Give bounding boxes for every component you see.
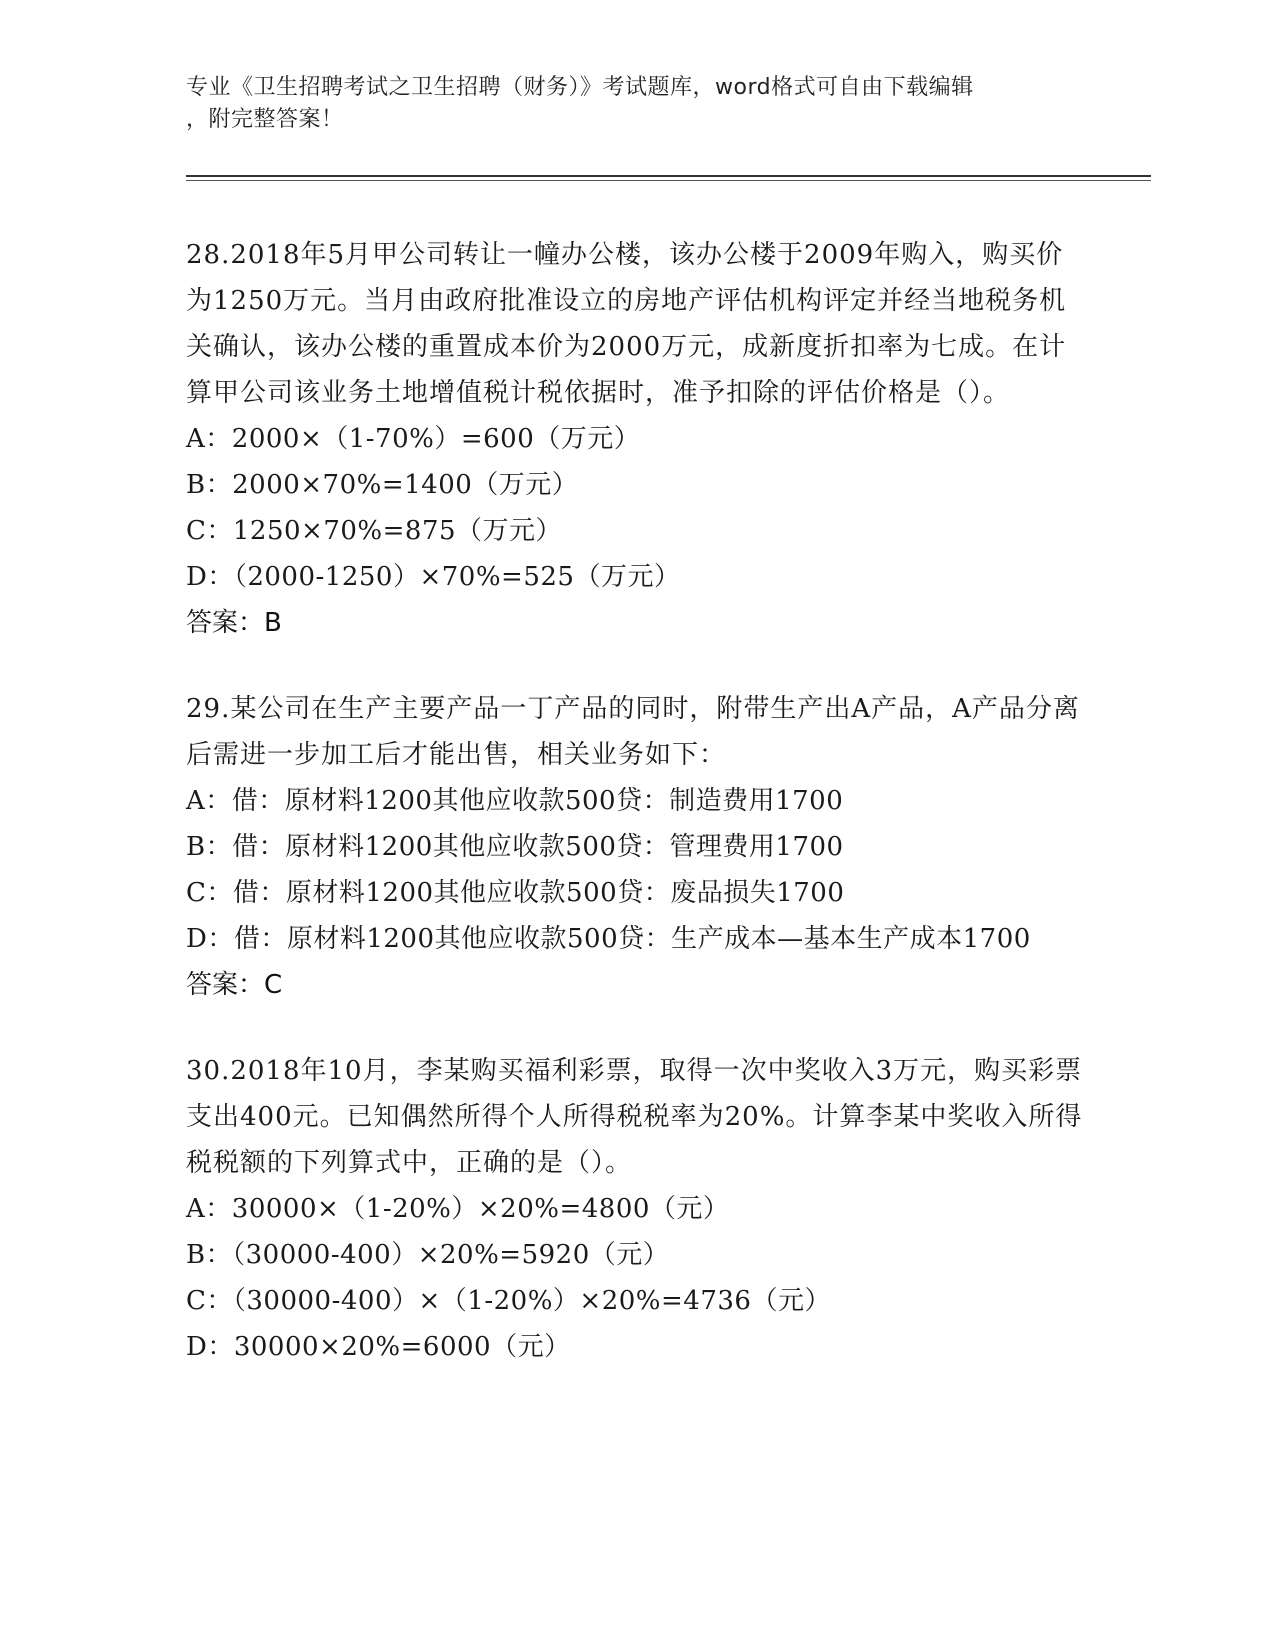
option-c: C：1250×70%=875（万元）	[186, 516, 563, 546]
question-30	[186, 1048, 1086, 1370]
option-d: D：（2000-1250）×70%=525（万元）	[186, 562, 681, 592]
option-c: C：借：原材料1200其他应收款500贷：废品损失1700	[186, 878, 845, 908]
option-b: B：借：原材料1200其他应收款500贷：管理费用1700	[186, 832, 844, 862]
header-title-line-1: 专业《卫生招聘考试之卫生招聘（财务）》考试题库，word格式可自由下载编辑	[186, 75, 974, 100]
answer-label: 答案：C	[186, 970, 283, 1000]
document-header	[186, 72, 1086, 136]
option-b: B：（30000-400）×20%=5920（元）	[186, 1240, 670, 1270]
answer-label: 答案：B	[186, 608, 282, 638]
question-stem: 28.2018年5月甲公司转让一幢办公楼，该办公楼于2009年购入，购买价为1250万元。当月由政府批准设立的房地产评估机构评定并经当地税务机关确认，该办公楼的重置成本价为2000万元，成新度折扣率为七成。在计算甲公司该业务土地增值税计税依据时，准予扣除的评估价格是（）。	[186, 240, 1067, 408]
option-a: A：2000×（1-70%）=600（万元）	[186, 424, 641, 454]
header-title-line-2: ，附完整答案！	[186, 107, 344, 132]
option-d: D：借：原材料1200其他应收款500贷：生产成本—基本生产成本1700	[186, 924, 1031, 954]
option-c: C：（30000-400）×（1-20%）×20%=4736（元）	[186, 1286, 831, 1316]
question-list	[186, 232, 1086, 1410]
question-28	[186, 232, 1086, 646]
question-stem: 29.某公司在生产主要产品一丁产品的同时，附带生产出A产品，A产品分离后需进一步加工后才能出售，相关业务如下：	[186, 694, 1080, 770]
header-divider-thin	[186, 180, 1151, 181]
option-a: A：借：原材料1200其他应收款500贷：制造费用1700	[186, 786, 844, 816]
option-a: A：30000×（1-20%）×20%=4800（元）	[186, 1194, 730, 1224]
question-29	[186, 686, 1086, 1008]
option-b: B：2000×70%=1400（万元）	[186, 470, 579, 500]
question-stem: 30.2018年10月，李某购买福利彩票，取得一次中奖收入3万元，购买彩票支出400元。已知偶然所得个人所得税税率为20%。计算李某中奖收入所得税税额的下列算式中，正确的是（）。	[186, 1056, 1083, 1178]
option-d: D：30000×20%=6000（元）	[186, 1332, 571, 1362]
header-divider-thick	[186, 175, 1151, 177]
